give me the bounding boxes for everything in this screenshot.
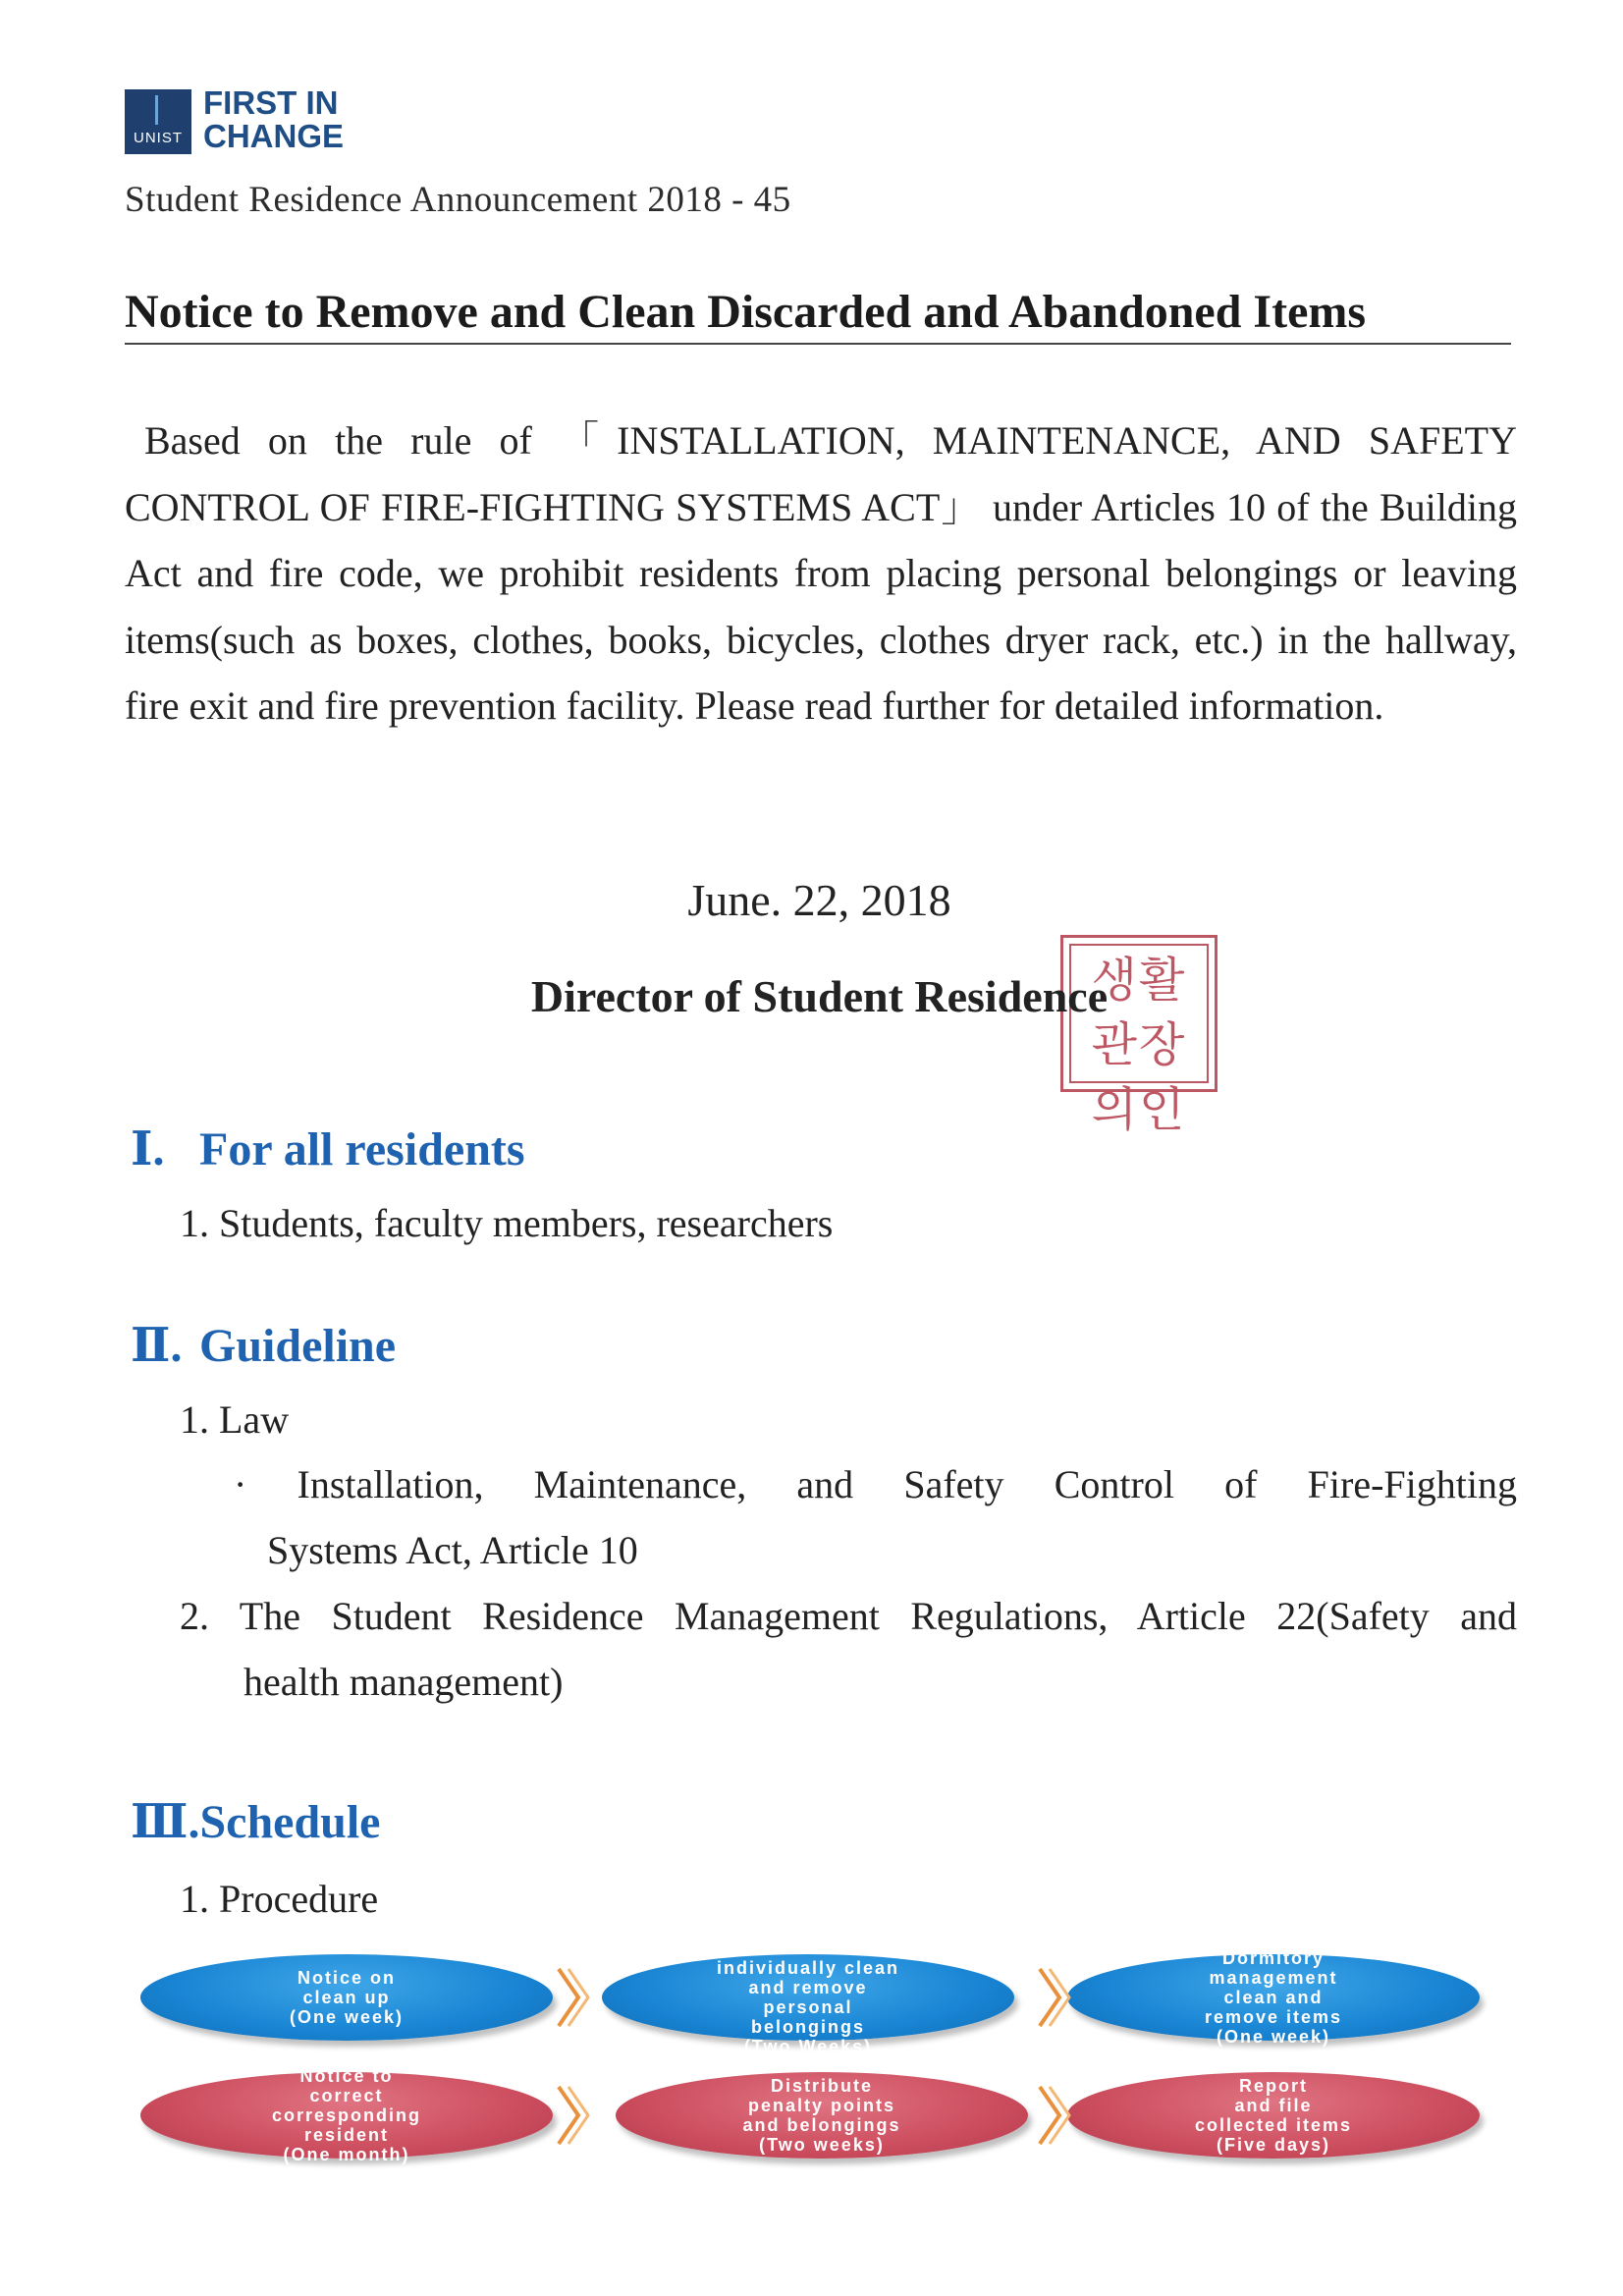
step-label-line: individually clean	[716, 1958, 900, 1978]
step-label-line: penalty points	[747, 2096, 895, 2115]
logo-mark	[155, 95, 158, 125]
slogan-line-2: CHANGE	[203, 118, 345, 154]
step-label-line: and belongings	[742, 2115, 901, 2135]
step-label-line: Residents	[756, 1939, 859, 1958]
section-2-number: Ⅱ.	[131, 1320, 183, 1372]
step-label-line: correct	[309, 2086, 384, 2105]
announcement-number: Student Residence Announcement 2018 - 45	[125, 180, 791, 220]
step-label-line: personal	[763, 1997, 853, 2017]
step-label-line: collected items	[1194, 2115, 1353, 2135]
notice-date: June. 22, 2018	[687, 875, 951, 925]
step-label-line: (One month)	[283, 2145, 410, 2164]
chevron-right-icon	[551, 2083, 590, 2148]
unist-logo	[125, 89, 191, 154]
section-1-title: For all residents	[199, 1123, 525, 1175]
step-label-line: (One week)	[1216, 2027, 1331, 2047]
step-label-line: and file	[1234, 2096, 1313, 2115]
notice-body: Based on the rule of 「INSTALLATION, MAINTENANCE, AND SAFETY CONTROL OF FIRE-FIGHTING SYSTEMS ACT」 under Articles 10 of the Building Act and fire code, we prohibit residents from placing personal belongings or leaving items(such as boxes, clothes, books, bicycles, clothes dryer rack, etc.) in the hallway, fire exit and fire prevention facility. Please read further for detailed information.	[125, 418, 1517, 728]
section-3-item-1: 1. Procedure	[180, 1877, 379, 1921]
step-label-line: Report	[1239, 2076, 1308, 2096]
step-label-line: Notice to	[299, 2066, 394, 2086]
step-label-line: resident	[303, 2125, 389, 2145]
notice-title: Notice to Remove and Clean Discarded and Abandoned Items	[125, 285, 1511, 345]
logo-text: UNIST	[134, 130, 183, 146]
chevron-right-icon	[1032, 1965, 1071, 2030]
step-label-line: (Five days)	[1216, 2135, 1331, 2155]
section-1-number: Ⅰ.	[131, 1123, 165, 1175]
step-report-file	[1067, 2072, 1480, 2159]
step-label-line: and remove	[748, 1978, 868, 1997]
step-label-line: Dormitory	[1221, 1948, 1325, 1968]
step-label-line: Notice on	[297, 1968, 396, 1988]
chevron-right-icon	[551, 1965, 590, 2030]
step-label-line: clean and	[1223, 1988, 1324, 2007]
step-notice-clean-up	[140, 1954, 553, 2041]
slogan-line-1: FIRST IN	[203, 84, 339, 121]
section-2-item-2-line-2: health management)	[243, 1660, 564, 1704]
step-label-line: (Two Weeks)	[743, 2037, 873, 2056]
section-1-item-1: 1. Students, faculty members, researchers	[180, 1201, 834, 1245]
slogan	[203, 86, 344, 153]
chevron-right-icon	[1032, 2083, 1071, 2148]
signatory: Director of Student Residence	[530, 971, 1109, 1021]
section-3-heading	[131, 1794, 380, 1849]
section-2-title: Guideline	[199, 1320, 397, 1372]
section-2-heading	[131, 1318, 396, 1373]
seal-characters: 생활관장의인	[1091, 953, 1187, 1137]
step-label-line: management	[1209, 1968, 1338, 1988]
step-residents-clean	[602, 1939, 1014, 2056]
step-label-line: Distribute	[770, 2076, 873, 2096]
step-dormitory-clean	[1067, 1948, 1480, 2047]
step-distribute-penalty	[616, 2072, 1028, 2159]
step-label-line: clean up	[302, 1988, 391, 2007]
section-2-bullet-1-line-1: · Installation, Maintenance, and Safety Control of Fire-Fighting	[234, 1462, 1517, 1506]
section-2-item-2-line-1: 2. The Student Residence Management Regulations, Article 22(Safety and	[180, 1594, 1517, 1638]
step-label-line: (One week)	[289, 2007, 405, 2027]
step-notice-correct	[140, 2066, 553, 2164]
section-3-number: Ⅲ.	[131, 1796, 200, 1848]
step-label-line: corresponding	[271, 2105, 421, 2125]
step-label-line: remove items	[1204, 2007, 1343, 2027]
section-1-heading	[131, 1121, 525, 1176]
step-label-line: (Two weeks)	[759, 2135, 885, 2155]
step-label-line: belongings	[750, 2017, 865, 2037]
section-3-title: Schedule	[199, 1796, 381, 1848]
section-2-item-1: 1. Law	[180, 1397, 290, 1442]
section-2-bullet-1-line-2: Systems Act, Article 10	[267, 1528, 638, 1572]
